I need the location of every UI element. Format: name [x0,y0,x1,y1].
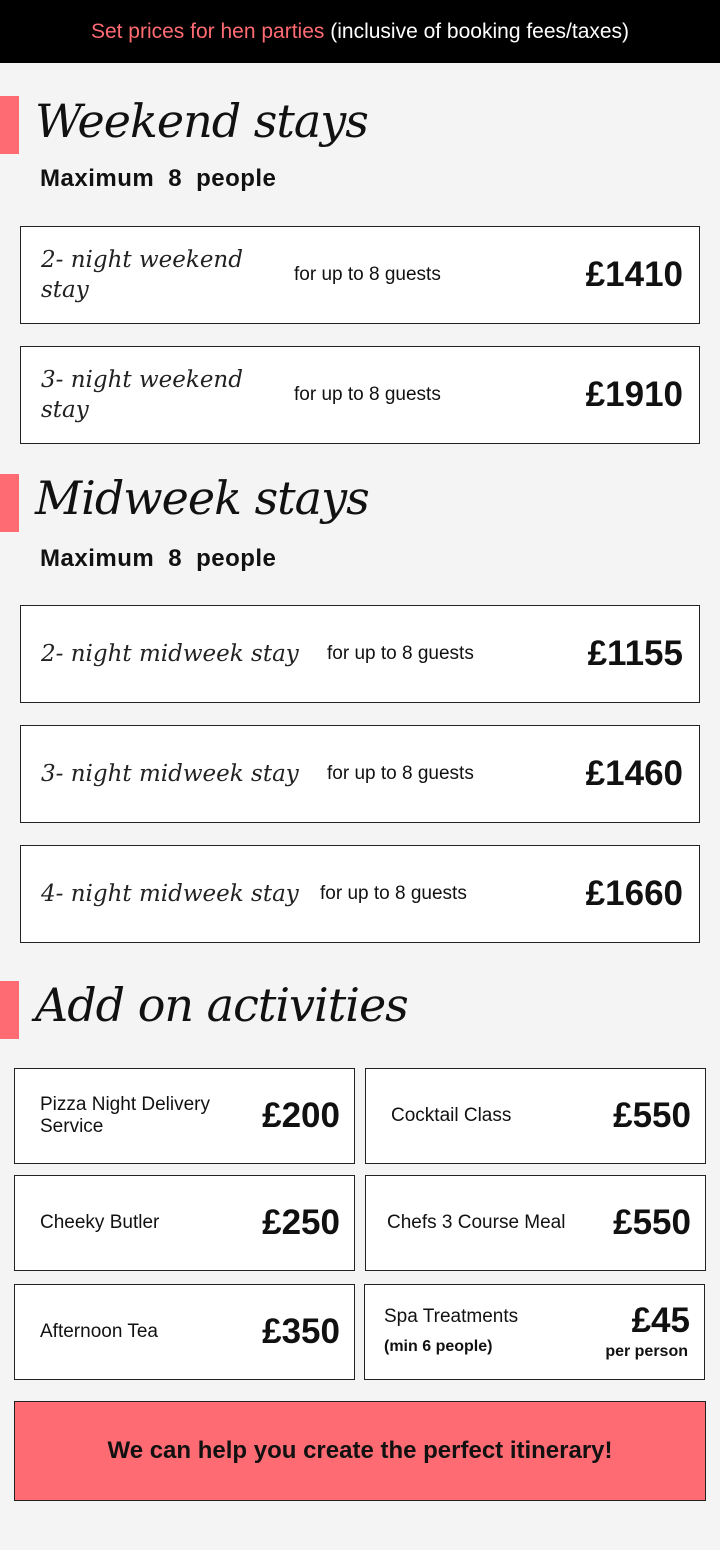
activity-price-note: per person [605,1343,688,1360]
activity-note: (min 6 people) [384,1338,493,1355]
activity-name: Afternoon Tea [40,1321,158,1342]
max-unit: people [196,165,277,192]
weekend-stay-card [20,346,700,444]
midweek-title: Midweek stays [35,471,369,525]
banner-accent-text: Set prices for hen parties [90,19,325,43]
midweek-stay-card [20,605,700,703]
activity-card [14,1068,355,1164]
weekend-max-people [40,165,290,193]
banner-rest-text: (inclusive of booking fees/taxes) [324,19,630,43]
stay-price: £1155 [587,634,683,673]
max-count: 8 [168,545,183,572]
stay-guests: for up to 8 guests [327,643,474,664]
midweek-accent-bar [0,474,19,532]
stay-name: 4- night midweek stay [41,881,299,907]
weekend-accent-bar [0,96,19,154]
stay-guests: for up to 8 guests [320,883,467,904]
stay-guests: for up to 8 guests [294,384,441,405]
activity-price: £250 [262,1203,340,1242]
stay-name: 3- night weekend stay [41,367,243,423]
weekend-stay-card [20,226,700,324]
stay-name: 3- night midweek stay [41,761,299,787]
activity-card [365,1175,706,1271]
activities-title: Add on activities [35,978,408,1032]
midweek-max-people [40,545,290,573]
activity-name: Pizza Night Delivery Service [40,1094,210,1137]
midweek-stay-card [20,845,700,943]
activity-name-text: Spa Treatments [384,1306,519,1327]
max-count: 8 [168,165,183,192]
activity-price: £200 [262,1096,340,1135]
activity-card [14,1175,355,1271]
activity-price: £45 [631,1301,690,1340]
stay-price: £1660 [585,874,683,913]
activities-accent-bar [0,981,19,1039]
activity-price: £550 [613,1203,691,1242]
max-unit: people [196,545,277,572]
pricing-banner [0,0,720,63]
stay-name: 2- night midweek stay [41,641,299,667]
activity-card [14,1284,355,1380]
itinerary-cta-button[interactable]: We can help you create the perfect itinerary! [14,1401,706,1501]
activity-price: £550 [613,1096,691,1135]
midweek-stay-card [20,725,700,823]
stay-guests: for up to 8 guests [327,763,474,784]
stay-price: £1460 [585,754,683,793]
max-word: Maximum [40,545,155,572]
activity-card [364,1284,705,1380]
activity-name: Cheeky Butler [40,1212,160,1233]
activity-name: Chefs 3 Course Meal [387,1212,566,1233]
stay-price: £1410 [585,255,683,294]
activity-price: £350 [262,1312,340,1351]
stay-name: 2- night weekend stay [41,247,243,303]
activity-name [384,1306,564,1358]
max-word: Maximum [40,165,155,192]
activity-card [365,1068,706,1164]
weekend-title: Weekend stays [35,94,368,148]
stay-price: £1910 [585,375,683,414]
activity-name: Cocktail Class [391,1105,512,1126]
stay-guests: for up to 8 guests [294,264,441,285]
